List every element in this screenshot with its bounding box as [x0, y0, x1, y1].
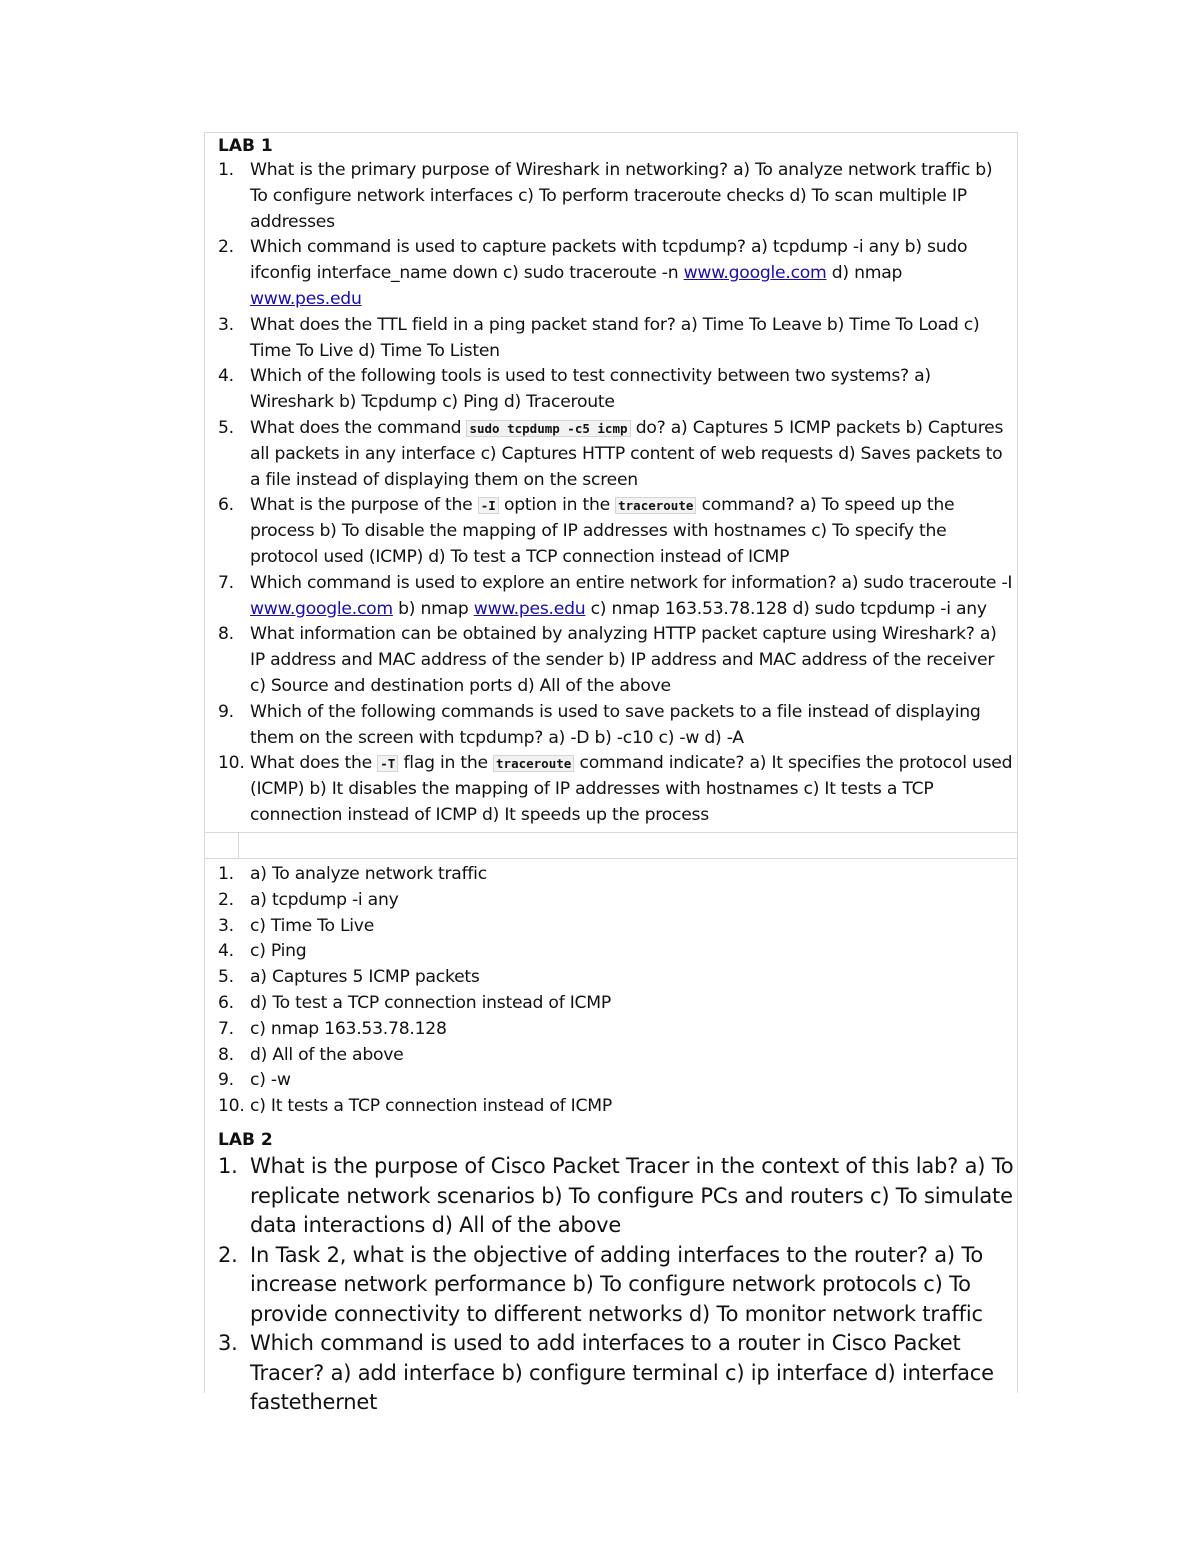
- inline-code: -T: [377, 755, 398, 772]
- answer-10: [218, 1094, 1014, 1120]
- inline-code: traceroute: [615, 497, 696, 514]
- lab1-question-list: [218, 158, 1014, 829]
- lab2-question-list: [218, 1152, 1014, 1418]
- answer-number: 6.: [218, 992, 234, 1013]
- question-number: 3.: [218, 1331, 238, 1355]
- lab2-question-2: [218, 1241, 1014, 1330]
- lab1-question-2: [218, 235, 1014, 312]
- question-number: 1.: [218, 160, 234, 180]
- answer-text: d) To test a TCP connection instead of ICMP: [250, 992, 611, 1013]
- lab1-question-9: [218, 700, 1014, 752]
- answer-list: [218, 862, 1014, 1120]
- answer-text: c) Time To Live: [250, 915, 375, 936]
- answer-2: [218, 888, 1014, 914]
- question-text: command? a) To speed up the process b) To disable the mapping of IP addresses with hostnames c) To specify the protocol used (ICMP) d) To test a TCP connection instead of ICMP: [250, 495, 955, 567]
- answer-text: a) Captures 5 ICMP packets: [250, 967, 480, 988]
- answer-5: [218, 965, 1014, 991]
- question-text: flag in the: [398, 753, 494, 774]
- answer-number: 7.: [218, 1018, 234, 1039]
- question-text: What does the command: [250, 417, 467, 438]
- answer-4: [218, 939, 1014, 965]
- question-text: In Task 2, what is the objective of adding interfaces to the router? a) To increase network performance b) To configure network protocols c) To provide connectivity to different networks d) To monitor network traffic: [250, 1242, 984, 1326]
- lab2-question-1: [218, 1152, 1014, 1241]
- question-text: command indicate? a) It specifies the protocol used (ICMP) b) It disables the mapping of IP addresses with hostnames c) It tests a TCP connection instead of ICMP d) It speeds up the process: [250, 753, 1013, 825]
- answer-9: [218, 1068, 1014, 1094]
- question-number: 7.: [218, 572, 234, 593]
- answer-number: 5.: [218, 967, 234, 988]
- answer-number: 8.: [218, 1044, 234, 1065]
- question-text: c) nmap 163.53.78.128 d) sudo tcpdump -i any: [585, 598, 987, 619]
- answer-text: c) -w: [250, 1070, 291, 1091]
- lab1-question-7: [218, 571, 1014, 623]
- lab1-question-1: [218, 158, 1014, 235]
- lab2-section: [218, 1128, 1014, 1418]
- question-number: 8.: [218, 624, 234, 645]
- table-divider-row: [204, 832, 1018, 859]
- lab1-question-4: [218, 364, 1014, 416]
- answer-number: 9.: [218, 1070, 234, 1091]
- lab2-question-3: [218, 1329, 1014, 1418]
- answer-number: 1.: [218, 864, 234, 884]
- question-number: 5.: [218, 417, 234, 438]
- question-number: 2.: [218, 1242, 238, 1267]
- lab1-question-8: [218, 622, 1014, 699]
- answer-number: 10.: [218, 1096, 245, 1117]
- answer-text: a) tcpdump -i any: [250, 889, 399, 910]
- question-number: 1.: [218, 1154, 238, 1178]
- lab2-title: LAB 2: [218, 1130, 273, 1150]
- question-text: d) nmap: [826, 263, 903, 284]
- lab1-question-10: [218, 751, 1014, 828]
- question-number: 3.: [218, 314, 234, 335]
- lab1-question-3: [218, 313, 1014, 365]
- answer-text: d) All of the above: [250, 1044, 404, 1065]
- answer-text: c) Ping: [250, 941, 307, 962]
- pes-link[interactable]: www.pes.edu: [473, 598, 586, 619]
- lab1-question-6: [218, 493, 1014, 570]
- answer-number: 3.: [218, 915, 234, 936]
- question-text: Which command is used to explore an entire network for information? a) sudo traceroute -I: [250, 572, 1013, 593]
- answer-3: [218, 914, 1014, 940]
- question-text: option in the: [498, 495, 616, 516]
- question-text: Which command is used to capture packets with tcpdump? a) tcpdump -i any b) sudo ifconfig interface_name down c) sudo traceroute -n: [250, 237, 968, 284]
- answer-7: [218, 1017, 1014, 1043]
- question-text: What does the TTL field in a ping packet stand for? a) Time To Leave b) Time To Load c) Time To Live d) Time To Listen: [250, 314, 980, 361]
- pes-link[interactable]: www.pes.edu: [250, 288, 362, 309]
- question-number: 4.: [218, 366, 234, 387]
- google-link[interactable]: www.google.com: [250, 598, 393, 619]
- lab1-title: LAB 1: [218, 136, 273, 156]
- inline-code: sudo tcpdump -c5 icmp: [466, 420, 630, 437]
- google-link[interactable]: www.google.com: [683, 263, 827, 284]
- answer-8: [218, 1043, 1014, 1069]
- question-text: b) nmap: [392, 598, 474, 619]
- question-number: 2.: [218, 237, 234, 258]
- table-divider-cell: [205, 833, 239, 858]
- question-text: What information can be obtained by analyzing HTTP packet capture using Wireshark? a) IP address and MAC address of the sender b) IP address and MAC address of the receiver c) Source and destination ports d) All of the above: [250, 624, 997, 696]
- question-text: Which command is used to add interfaces to a router in Cisco Packet Tracer? a) add interface b) configure terminal c) ip interface d) interface fastethernet: [250, 1331, 994, 1414]
- lab1-question-5: [218, 416, 1014, 493]
- question-number: 6.: [218, 495, 234, 516]
- answer-text: a) To analyze network traffic: [250, 864, 487, 884]
- question-text: What is the purpose of Cisco Packet Tracer in the context of this lab? a) To replicate network scenarios b) To configure PCs and routers c) To simulate data interactions d) All of the above: [250, 1154, 1014, 1237]
- question-text: Which of the following commands is used to save packets to a file instead of displaying them on the screen with tcpdump? a) -D b) -c10 c) -w d) -A: [250, 701, 981, 748]
- lab1-section: [218, 134, 1014, 829]
- question-text: What is the primary purpose of Wireshark in networking? a) To analyze network traffic b) To configure network interfaces c) To perform traceroute checks d) To scan multiple IP addresses: [250, 160, 993, 232]
- question-number: 10.: [218, 753, 245, 774]
- answer-text: c) It tests a TCP connection instead of ICMP: [250, 1096, 612, 1117]
- inline-code: -I: [478, 497, 499, 514]
- question-text: do? a) Captures 5 ICMP packets b) Captures all packets in any interface c) Captures HTTP content of web requests d) Saves packets to a file instead of displaying them on the screen: [250, 417, 1004, 490]
- inline-code: traceroute: [493, 755, 574, 772]
- answers-section: [218, 862, 1014, 1120]
- question-number: 9.: [218, 701, 234, 722]
- question-text: What does the: [250, 753, 378, 774]
- question-text: What is the purpose of the: [250, 495, 478, 516]
- answer-text: c) nmap 163.53.78.128: [250, 1018, 447, 1039]
- answer-number: 4.: [218, 941, 234, 962]
- question-text: Which of the following tools is used to test connectivity between two systems? a) Wireshark b) Tcpdump c) Ping d) Traceroute: [250, 366, 931, 413]
- answer-1: [218, 862, 1014, 888]
- answer-number: 2.: [218, 889, 234, 910]
- answer-6: [218, 991, 1014, 1017]
